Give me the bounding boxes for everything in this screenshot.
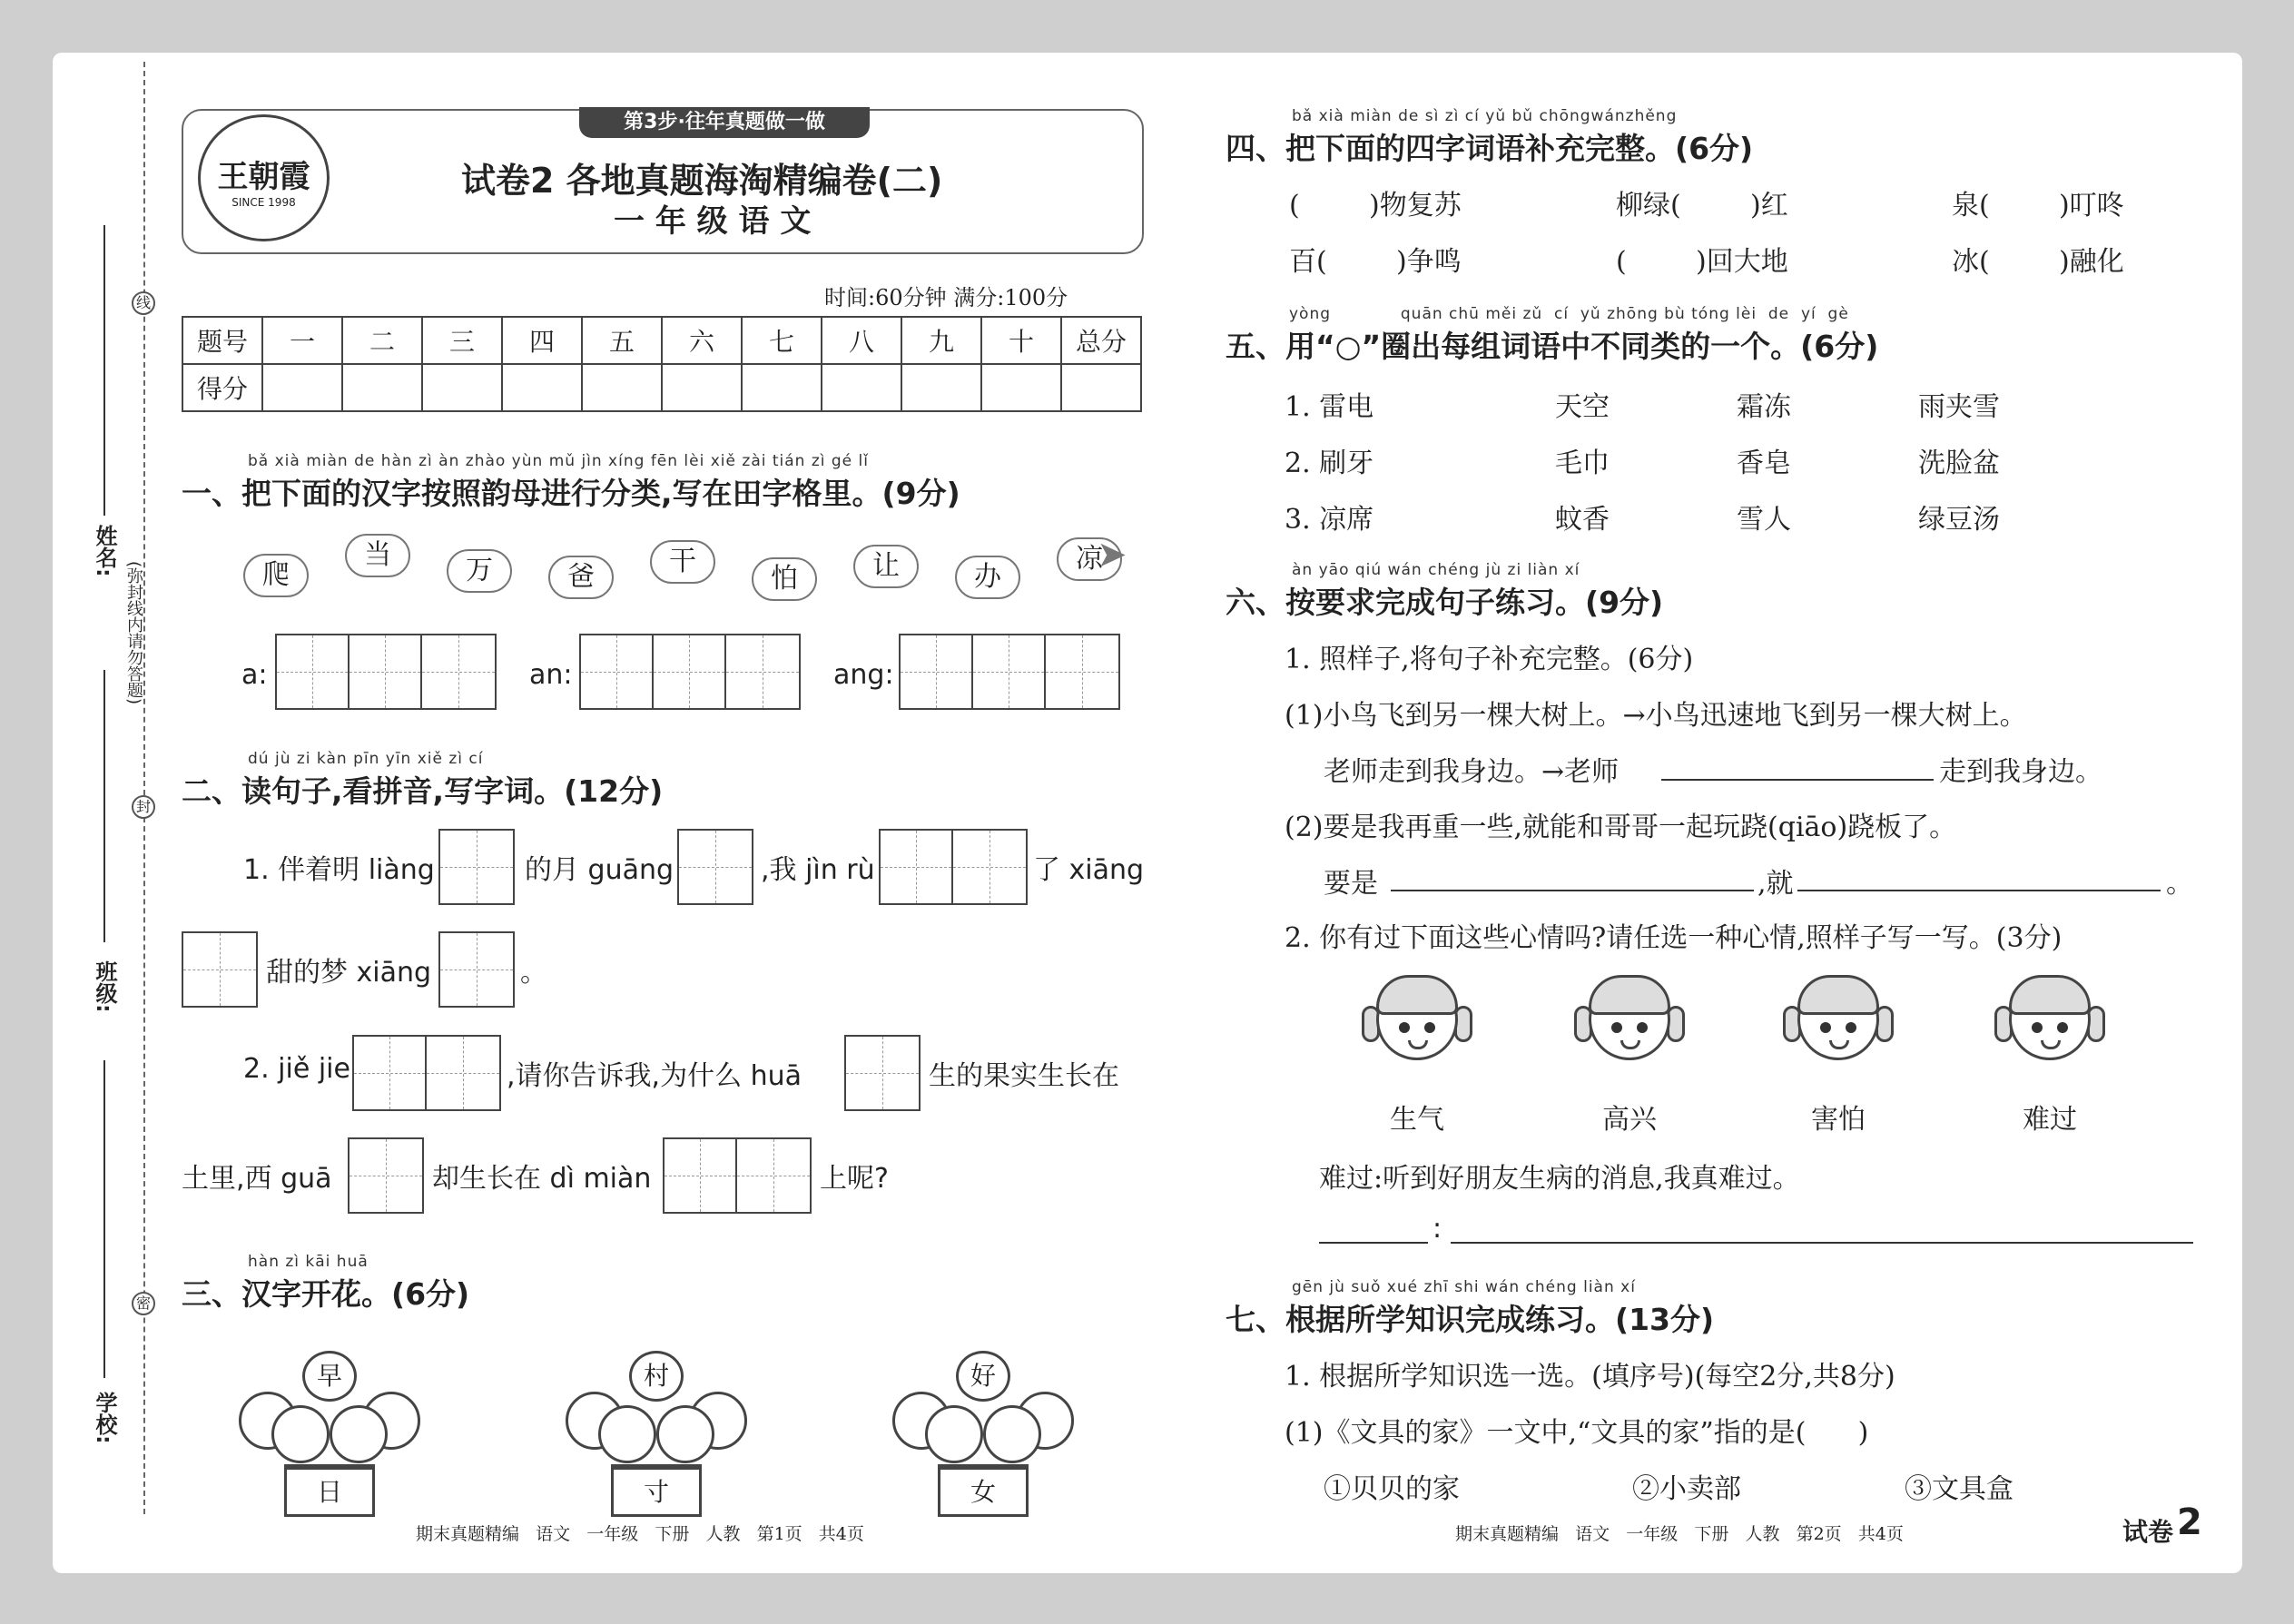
- q6-example2: (2)要是我再重一些,就能和哥哥一起玩跷(qiāo)跷板了。: [1285, 812, 1957, 843]
- q2-pinyin: dú jù zi kàn pīn yīn xiě zì cí: [248, 750, 484, 768]
- q6-blank-1[interactable]: [1661, 779, 1934, 781]
- q2-s1b: 的月 guāng: [525, 854, 674, 886]
- q3-title: 三、汉字开花。(6分): [182, 1276, 470, 1312]
- grade-score-cell[interactable]: [342, 364, 422, 411]
- char-cloud: 办: [955, 556, 1020, 599]
- grade-score-cell[interactable]: [662, 364, 742, 411]
- q2-grid-7[interactable]: [844, 1035, 921, 1111]
- q6-example1: (1)小鸟飞到另一棵大树上。→小鸟迅速地飞到另一棵大树上。: [1285, 700, 2027, 732]
- name-blank[interactable]: [103, 225, 105, 516]
- grade-header-cell: 二: [342, 317, 422, 364]
- grade-score-cell[interactable]: [742, 364, 822, 411]
- q2-s2c: 生的果实生长在: [929, 1060, 1119, 1092]
- class-blank[interactable]: [103, 670, 105, 942]
- char-cloud: 凉: [1057, 537, 1122, 581]
- q6-blank-3[interactable]: [1797, 890, 2161, 891]
- q5-pinyin: yòng quān chū měi zǔ cí yǔ zhōng bù tóng lèi de yí gè: [1289, 305, 1849, 323]
- q6-colon: :: [1433, 1213, 1442, 1245]
- seal-mark-seal: 封: [132, 795, 155, 819]
- q3-pinyin: hàn zì kāi huā: [248, 1253, 369, 1271]
- q5-word[interactable]: 香皂: [1737, 448, 1791, 479]
- character-flower: [566, 1342, 747, 1514]
- step-banner: 第3步·往年真题做一做: [579, 107, 870, 138]
- q2-grid-5[interactable]: [438, 931, 515, 1008]
- q7-sub1: (1)《文具的家》一文中,“文具的家”指的是( ): [1285, 1417, 1869, 1449]
- flower-pot: 寸: [611, 1464, 702, 1517]
- q5-word[interactable]: 天空: [1555, 391, 1610, 423]
- q5-word[interactable]: 霜冻: [1737, 391, 1791, 423]
- grade-header-cell: 六: [662, 317, 742, 364]
- q2-s2e: 却生长在 dì miàn: [432, 1163, 652, 1195]
- q6-pinyin: àn yāo qiú wán chéng jù zi liàn xí: [1292, 561, 1580, 579]
- character-flower: [239, 1342, 420, 1514]
- q6-ex2b: 要是: [1324, 868, 1378, 900]
- grade-score-cell[interactable]: [901, 364, 981, 411]
- grade-score-cell[interactable]: [1061, 364, 1141, 411]
- q5-word[interactable]: 2. 刷牙: [1285, 448, 1374, 479]
- q4-row2-a[interactable]: 百( )争鸣: [1289, 246, 1462, 278]
- petal-blank[interactable]: [983, 1405, 1041, 1463]
- q7-opt2[interactable]: ②小卖部: [1632, 1473, 1741, 1505]
- petal-blank[interactable]: [271, 1405, 330, 1463]
- q5-word[interactable]: 3. 凉席: [1285, 504, 1374, 536]
- mood-label: 生气: [1390, 1104, 1444, 1136]
- class-label: 班级:: [92, 960, 117, 1013]
- grade-score-cell[interactable]: [262, 364, 342, 411]
- q6-blank-sentence[interactable]: [1451, 1242, 2193, 1244]
- q6-part1: 1. 照样子,将句子补充完整。(6分): [1285, 644, 1694, 675]
- q6-blank-mood[interactable]: [1319, 1242, 1428, 1244]
- q1-label-an: an:: [529, 659, 573, 691]
- q1-grid-an[interactable]: [579, 634, 801, 710]
- q2-s2f: 上呢?: [820, 1163, 889, 1195]
- q7-opt1[interactable]: ①贝贝的家: [1324, 1473, 1460, 1505]
- q4-row2-c[interactable]: 冰( )融化: [1952, 246, 2124, 278]
- seal-mark-secret: 密: [132, 1292, 155, 1315]
- q2-s2a: 2. jiě jie: [243, 1053, 350, 1085]
- badge-label: 试卷: [2122, 1517, 2174, 1547]
- girl-face-icon: [1788, 969, 1888, 1078]
- grade-score-label: 得分: [182, 364, 262, 411]
- char-cloud: 爸: [548, 556, 614, 599]
- petal-blank[interactable]: [656, 1405, 714, 1463]
- q2-s2b: ,请你告诉我,为什么 huā: [507, 1060, 802, 1092]
- grade-header-cell: 七: [742, 317, 822, 364]
- q4-row1-c[interactable]: 泉( )叮咚: [1952, 190, 2124, 221]
- school-blank[interactable]: [103, 1060, 105, 1378]
- flower-center: 村: [629, 1351, 684, 1402]
- q1-title: 一、把下面的汉字按照韵母进行分类,写在田字格里。(9分): [182, 476, 960, 511]
- q6-title: 六、按要求完成句子练习。(9分): [1226, 585, 1664, 620]
- q2-s1d: 了 xiāng: [1033, 854, 1145, 886]
- q7-opt3[interactable]: ③文具盒: [1905, 1473, 2013, 1505]
- q6-ex1b: 老师走到我身边。→老师: [1324, 756, 1620, 788]
- q1-label-a: a:: [241, 659, 268, 691]
- q5-word[interactable]: 雨夹雪: [1918, 391, 2000, 423]
- grade-header-cell: 八: [822, 317, 901, 364]
- q1-label-ang: ang:: [833, 659, 894, 691]
- grade-score-cell[interactable]: [822, 364, 901, 411]
- char-cloud: 让: [853, 545, 919, 588]
- q4-row2-b[interactable]: ( )回大地: [1616, 246, 1788, 278]
- q2-grid-3[interactable]: [879, 829, 1028, 905]
- girl-face-icon: [1580, 969, 1679, 1078]
- q2-grid-8[interactable]: [348, 1137, 424, 1214]
- seal-mark-line: 线: [132, 291, 155, 315]
- q6-sample: 难过:听到好朋友生病的消息,我真难过。: [1319, 1163, 1800, 1195]
- char-cloud: 干: [650, 540, 715, 584]
- q6-blank-2[interactable]: [1391, 890, 1754, 891]
- q2-s1f: 。: [520, 957, 547, 989]
- q7-pinyin: gēn jù suǒ xué zhī shi wán chéng liàn xí: [1292, 1278, 1636, 1296]
- petal-blank[interactable]: [925, 1405, 983, 1463]
- q6-ex2d: 。: [2166, 868, 2193, 900]
- flower-pot: 日: [284, 1464, 375, 1517]
- grade-header-cell: 九: [901, 317, 981, 364]
- char-clouds: [243, 534, 1151, 606]
- q5-word[interactable]: 绿豆汤: [1918, 504, 2000, 536]
- q5-title: 五、用“○”圈出每组词语中不同类的一个。(6分): [1226, 329, 1879, 364]
- q2-grid-4[interactable]: [182, 931, 258, 1008]
- exam-sheet: [53, 53, 2242, 1573]
- paper-plane-icon: ➤: [1097, 534, 1127, 576]
- char-cloud: 当: [345, 534, 410, 577]
- q2-grid-6[interactable]: [352, 1035, 501, 1111]
- school-label: 学校:: [92, 1392, 117, 1444]
- publisher-logo: 王朝霞 SINCE 1998: [198, 114, 330, 241]
- q2-grid-9[interactable]: [663, 1137, 812, 1214]
- mood-label: 难过: [2023, 1104, 2077, 1136]
- grade-score-cell[interactable]: [422, 364, 502, 411]
- paper-title: 试卷2 各地真题海淘精编卷(二): [461, 161, 943, 201]
- q6-part2: 2. 你有过下面这些心情吗?请任选一种心情,照样子写一写。(3分): [1285, 922, 2063, 954]
- girl-face-icon: [2000, 969, 2100, 1078]
- q2-grid-2[interactable]: [677, 829, 753, 905]
- char-cloud: 万: [447, 549, 512, 593]
- q6-ex1c: 走到我身边。: [1939, 756, 2102, 788]
- mood-label: 害怕: [1811, 1104, 1866, 1136]
- grade-score-cell[interactable]: [502, 364, 582, 411]
- flower-pot: 女: [938, 1464, 1029, 1517]
- grade-header-cell: 一: [262, 317, 342, 364]
- grade-header-cell: 五: [582, 317, 662, 364]
- q1-pinyin: bǎ xià miàn de hàn zì àn zhào yùn mǔ jìn xíng fēn lèi xiě zài tián zì gé lǐ: [248, 452, 869, 470]
- q2-s1a: 1. 伴着明 liàng: [243, 854, 435, 886]
- q1-grid-ang[interactable]: [899, 634, 1120, 710]
- q5-word[interactable]: 1. 雷电: [1285, 391, 1374, 423]
- footer-right: 期末真题精编 语文 一年级 下册 人教 第2页 共4页: [1455, 1524, 1904, 1544]
- petal-blank[interactable]: [598, 1405, 656, 1463]
- binding-note: (弥封线内请勿答题): [124, 561, 143, 705]
- q5-word[interactable]: 雪人: [1737, 504, 1791, 536]
- character-flower: [892, 1342, 1074, 1514]
- flower-center: 好: [956, 1351, 1010, 1402]
- footer-left: 期末真题精编 语文 一年级 下册 人教 第1页 共4页: [416, 1524, 864, 1544]
- q7-title: 七、根据所学知识完成练习。(13分): [1226, 1302, 1715, 1337]
- grade-header-cell: 四: [502, 317, 582, 364]
- name-label: 姓名:: [92, 525, 117, 577]
- q4-title: 四、把下面的四字词语补充完整。(6分): [1226, 131, 1754, 166]
- paper-subtitle: 一 年 级 语 文: [614, 203, 812, 240]
- grade-table: [182, 316, 1142, 412]
- q5-word[interactable]: 洗脸盆: [1918, 448, 2000, 479]
- q2-s1c: ,我 jìn rù: [761, 854, 875, 886]
- grade-score-cell[interactable]: [582, 364, 662, 411]
- q4-row1-b[interactable]: 柳绿( )红: [1616, 190, 1788, 221]
- q5-word[interactable]: 蚊香: [1555, 504, 1610, 536]
- badge-number: 2: [2177, 1501, 2202, 1543]
- flower-center: 早: [302, 1351, 357, 1402]
- q4-pinyin: bǎ xià miàn de sì zì cí yǔ bǔ chōngwánzhěng: [1292, 107, 1678, 125]
- grade-header-cell: 题号: [182, 317, 262, 364]
- girl-face-icon: [1367, 969, 1467, 1078]
- q1-grid-a[interactable]: [275, 634, 497, 710]
- q2-title: 二、读句子,看拼音,写字词。(12分): [182, 773, 664, 809]
- exam-meta: 时间:60分钟 满分:100分: [824, 285, 1068, 310]
- q7-part1: 1. 根据所学知识选一选。(填序号)(每空2分,共8分): [1285, 1361, 1895, 1393]
- char-cloud: 爬: [243, 554, 309, 597]
- q4-row1-a[interactable]: ( )物复苏: [1289, 190, 1462, 221]
- q6-ex2c: ,就: [1757, 868, 1794, 900]
- mood-label: 高兴: [1602, 1104, 1657, 1136]
- grade-header-cell: 十: [981, 317, 1061, 364]
- char-cloud: 怕: [752, 557, 817, 601]
- grade-header-cell: 三: [422, 317, 502, 364]
- q2-s2d: 土里,西 guā: [182, 1163, 332, 1195]
- grade-header-cell: 总分: [1061, 317, 1141, 364]
- q2-grid-1[interactable]: [438, 829, 515, 905]
- grade-score-cell[interactable]: [981, 364, 1061, 411]
- petal-blank[interactable]: [330, 1405, 388, 1463]
- q2-s1e: 甜的梦 xiāng: [266, 957, 432, 989]
- q5-word[interactable]: 毛巾: [1555, 448, 1610, 479]
